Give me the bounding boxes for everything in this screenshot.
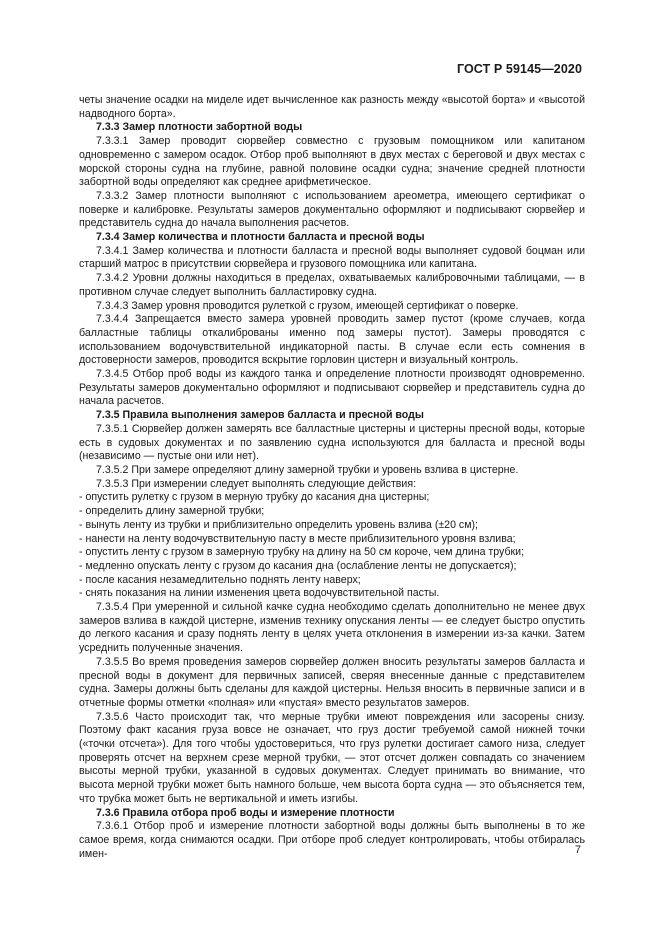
paragraph-7-3-3-2: 7.3.3.2 Замер плотности выполняют с использованием ареометра, имеющего сертификат о поверке и калибровке. Результаты замеров документально оформляют и подписывают сюрвейер и представитель судна до начала выполнения расчетов. (79, 189, 585, 230)
section-heading-7-3-5: 7.3.5 Правила выполнения замеров балласта и пресной воды (96, 409, 424, 422)
list-item: - опустить рулетку с грузом в мерную трубку до касания дна цистерны; (79, 491, 430, 504)
list-item: - снять показания на линии изменения цвета водочувствительной пасты. (79, 587, 440, 600)
list-item: - нанести на ленту водочувствительную пасту в месте приблизительного уровня взлива; (79, 532, 516, 545)
paragraph-7-3-5-5: 7.3.5.5 Во время проведения замеров сюрвейер должен вносить результаты замеров балласта и пресной воды в документ для первичных записей, сверяя внесенные данные с представителем судна. Замеры должны быть сделаны для каждой цистерны. Нельзя вносить в первичные записи и в отчетные формы отметки «полная» или «пустая» вместо результатов замеров. (79, 655, 585, 709)
paragraph-7-3-3-1: 7.3.3.1 Замер проводит сюрвейер совместно с грузовым помощником или капитаном одновременно с замером осадок. Отбор проб выполняют в двух местах с береговой и двух местах с морской стороны судна на глубине, равной половине осадки судна; значение средней плотности забортной воды определяют как среднее арифметическое. (79, 135, 585, 189)
paragraph-7-3-4-1: 7.3.4.1 Замер количества и плотности балласта и пресной воды выполняет судовой боцман или старший матрос в присутствии сюрвейера и грузового помощника или капитана. (79, 244, 585, 271)
section-heading-7-3-4: 7.3.4 Замер количества и плотности балласта и пресной воды (96, 231, 425, 244)
paragraph-continued: четы значение осадки на миделе идет вычисленное как разность между «высотой борта» и «высотой надводного борта». (79, 94, 585, 120)
paragraph-7-3-5-6: 7.3.5.6 Часто происходит так, что мерные трубки имеют повреждения или засорены снизу. Поэтому факт касания груза вовсе не означает, что груз достиг требуемой самой нижней точки («точки отсчета»). Для того чтобы удостовериться, что груз рулетки достигает самого низа, следует проверять отсчет на верхнем срезе мерной трубки, — этот отсчет должен совпадать со значением высоты мерной трубки, указанной в судовых документах. Следует принимать во внимание, что высота мерной трубки может быть намного больше, чем высота борта судна — это объясняется тем, что трубка может быть не вертикальной и иметь изгибы. (79, 710, 585, 805)
list-item: - определить длину замерной трубки; (79, 505, 265, 518)
paragraph-7-3-4-4: 7.3.4.4 Запрещается вместо замера уровней проводить замер пустот (кроме случаев, когда балластные таблицы откалиброваны именно под замеры пустот). Замеры проводятся с использованием водочувствительной индикаторной пасты. В случае если есть сомнения в достоверности замеров, проводится вскрытие горловин цистерн и визуальный контроль. (79, 313, 585, 367)
list-item: - опустить ленту с грузом в замерную трубку на длину на 50 см короче, чем длина трубки; (79, 546, 525, 559)
paragraph-7-3-5-2: 7.3.5.2 При замере определяют длину замерной трубки и уровень взлива в цистерне. (96, 463, 519, 476)
list-item: - медленно опускать ленту с грузом до касания дна (ослабление ленты не допускается); (79, 559, 517, 572)
paragraph-7-3-5-4: 7.3.5.4 При умеренной и сильной качке судна необходимо сделать дополнительно не менее двух замеров взлива в каждой цистерне, изменив технику опускания ленты — ее следует быстро опустить до легкого касания и сразу поднять ленту в целях учета отклонения в измерении из-за качки. Затем усреднить полученные значения. (79, 601, 585, 655)
paragraph-7-3-6-1: 7.3.6.1 Отбор проб и измерение плотности забортной воды должны быть выполнены в то же самое время, когда снимаются осадки. При отборе проб следует контролировать, чтобы отбиралась имен- (79, 820, 585, 860)
paragraph-7-3-5-1: 7.3.5.1 Сюрвейер должен замерять все балластные цистерны и цистерны пресной воды, которые есть в судовых документах и по заявлению судна используются для балласта и пресной воды (независимо — пустые они или нет). (79, 422, 585, 463)
section-heading-7-3-3: 7.3.3 Замер плотности забортной воды (96, 121, 303, 134)
paragraph-7-3-4-5: 7.3.4.5 Отбор проб воды из каждого танка и определение плотности производят одновременно. Результаты замеров документально оформляют и подписывают сюрвейер и представитель судна до начала расчетов. (79, 368, 585, 408)
paragraph-7-3-4-3: 7.3.4.3 Замер уровня проводится рулеткой с грузом, имеющей сертификат о поверке. (96, 299, 519, 312)
document-id: ГОСТ Р 59145—2020 (456, 62, 582, 76)
list-item: - вынуть ленту из трубки и приблизительно определить уровень взлива (±20 см); (79, 518, 478, 531)
page-number: 7 (574, 844, 581, 856)
section-heading-7-3-6: 7.3.6 Правила отбора проб воды и измерение плотности (96, 806, 395, 819)
list-item: - после касания незамедлительно поднять ленту наверх; (79, 573, 361, 586)
document-body (79, 94, 585, 861)
paragraph-7-3-4-2: 7.3.4.2 Уровни должны находиться в пределах, охватываемых калибровочными таблицами, — в противном случае следует выполнить балластировку судна. (79, 272, 585, 298)
paragraph-7-3-5-3: 7.3.5.3 При измерении следует выполнять следующие действия: (96, 477, 417, 490)
